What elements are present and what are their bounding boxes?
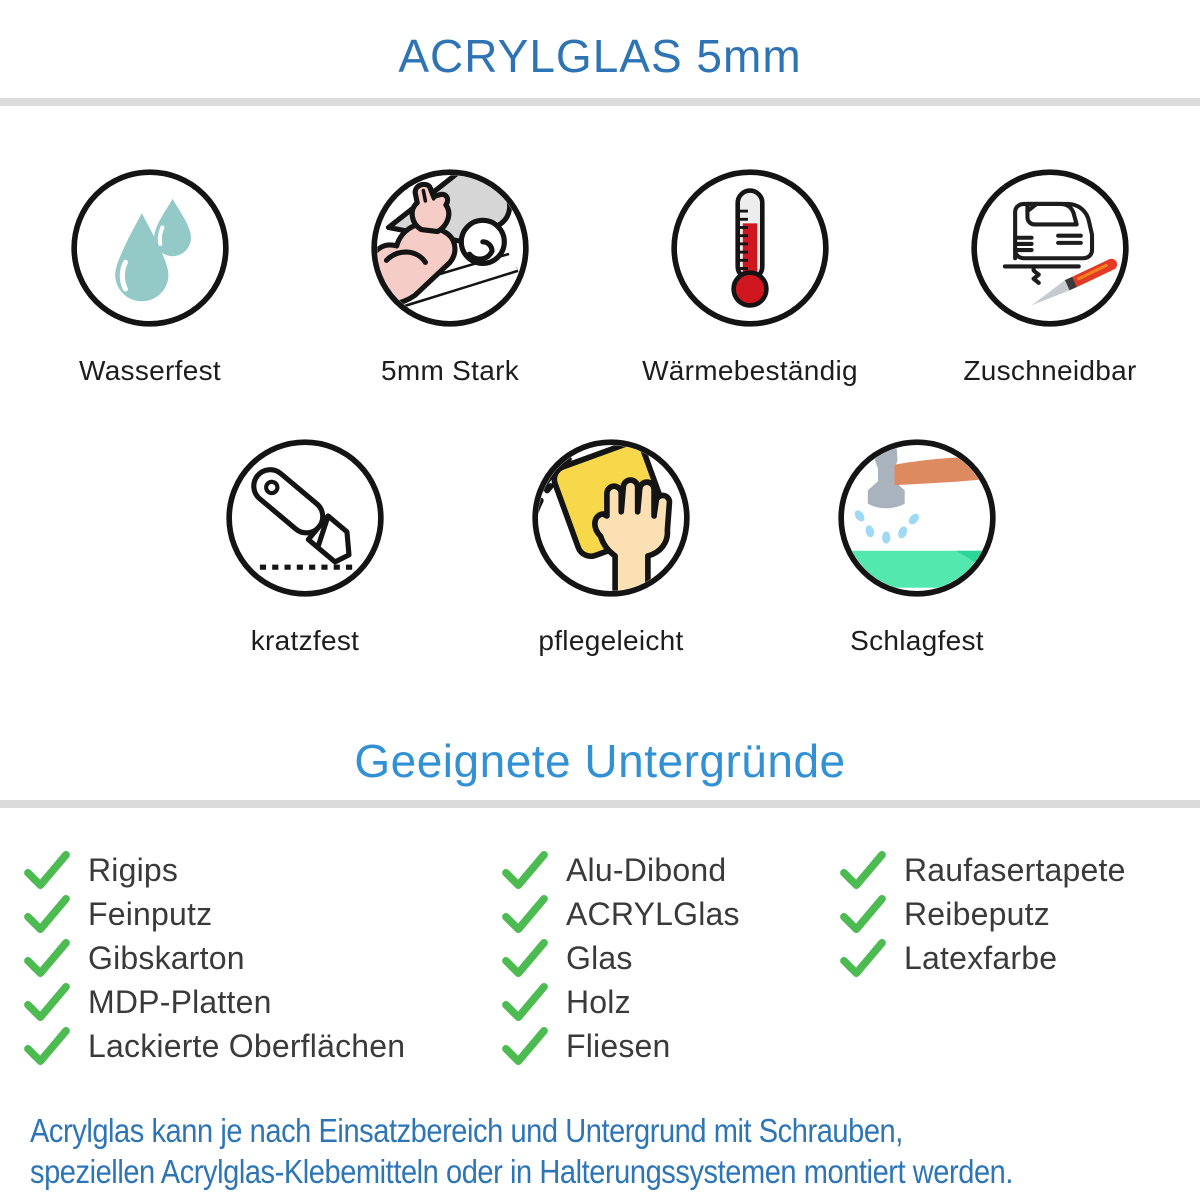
hammer-impact-icon: [835, 436, 999, 600]
substrate-label: Glas: [566, 939, 633, 976]
feature-label: Zuschneidbar: [963, 355, 1137, 386]
list-item: [24, 980, 502, 1024]
flexed-arm-sheet-roll-icon: [368, 166, 532, 330]
list-item: [840, 936, 1190, 980]
check-icon: [502, 938, 548, 978]
list-item: [502, 980, 840, 1024]
feature-zuschneidbar: [900, 166, 1200, 388]
divider-middle: [0, 800, 1200, 808]
list-item: [502, 892, 840, 936]
list-item: [24, 892, 502, 936]
divider-top: [0, 98, 1200, 106]
list-item: [502, 848, 840, 892]
check-icon: [502, 1026, 548, 1066]
check-icon: [24, 894, 70, 934]
list-item: [24, 1024, 502, 1068]
check-icon: [840, 850, 886, 890]
substrate-label: Lackierte Oberflächen: [88, 1027, 406, 1064]
substrate-label: Alu-Dibond: [566, 851, 727, 888]
check-icon: [840, 938, 886, 978]
jigsaw-and-knife-icon: [968, 166, 1132, 330]
substrate-label: MDP-Platten: [88, 983, 272, 1020]
substrate-label: ACRYLGlas: [566, 895, 740, 932]
list-item: [24, 848, 502, 892]
list-item: [502, 1024, 840, 1068]
substrate-label: Reibeputz: [904, 895, 1050, 932]
check-icon: [502, 894, 548, 934]
substrate-label: Rigips: [88, 851, 179, 888]
substrate-label: Latexfarbe: [904, 939, 1058, 976]
feature-5mm-stark: [300, 166, 600, 388]
water-drops-icon: [68, 166, 232, 330]
substrate-label: Feinputz: [88, 895, 213, 932]
list-item: [840, 848, 1190, 892]
check-icon: [24, 982, 70, 1022]
utility-knife-icon: [223, 436, 387, 600]
hand-wiping-cloth-icon: [529, 436, 693, 600]
substrate-label: Raufasertapete: [904, 851, 1126, 888]
section-title: Geeignete Untergründe: [354, 735, 846, 787]
feature-schlagfest: [764, 436, 1070, 658]
substrate-column-2: [502, 848, 840, 1068]
check-icon: [840, 894, 886, 934]
check-icon: [24, 1026, 70, 1066]
check-icon: [502, 850, 548, 890]
feature-label: Schlagfest: [850, 625, 984, 656]
feature-kratzfest: [152, 436, 458, 658]
feature-label: Wasserfest: [79, 355, 221, 386]
feature-label: 5mm Stark: [380, 355, 520, 386]
page-title: ACRYLGLAS 5mm: [398, 30, 802, 82]
substrate-checklist: [0, 808, 1200, 1068]
substrate-label: Gibskarton: [88, 939, 245, 976]
check-icon: [502, 982, 548, 1022]
substrate-label: Holz: [566, 983, 631, 1020]
feature-row-2: [152, 436, 1200, 658]
mounting-note-line1: Acrylglas kann je nach Einsatzbereich und Untergrund mit Schrauben,: [30, 1112, 903, 1149]
thermometer-icon: [668, 166, 832, 330]
list-item: [840, 892, 1190, 936]
substrate-column-3: [840, 848, 1190, 1068]
feature-row-1: [0, 166, 1200, 388]
mounting-note-line2: speziellen Acrylglas-Klebemitteln oder in Halterungssystemen montiert werden.: [30, 1153, 1014, 1190]
feature-label: Wärmebeständig: [642, 355, 858, 386]
check-icon: [24, 850, 70, 890]
feature-label: pflegeleicht: [538, 625, 684, 656]
feature-label: kratzfest: [250, 625, 360, 656]
substrate-column-1: [24, 848, 502, 1068]
feature-wasserfest: [0, 166, 300, 388]
list-item: [24, 936, 502, 980]
mounting-note: [30, 1110, 1060, 1192]
substrate-label: Fliesen: [566, 1027, 671, 1064]
feature-pflegeleicht: [458, 436, 764, 658]
feature-waermebestaendig: [600, 166, 900, 388]
check-icon: [24, 938, 70, 978]
list-item: [502, 936, 840, 980]
